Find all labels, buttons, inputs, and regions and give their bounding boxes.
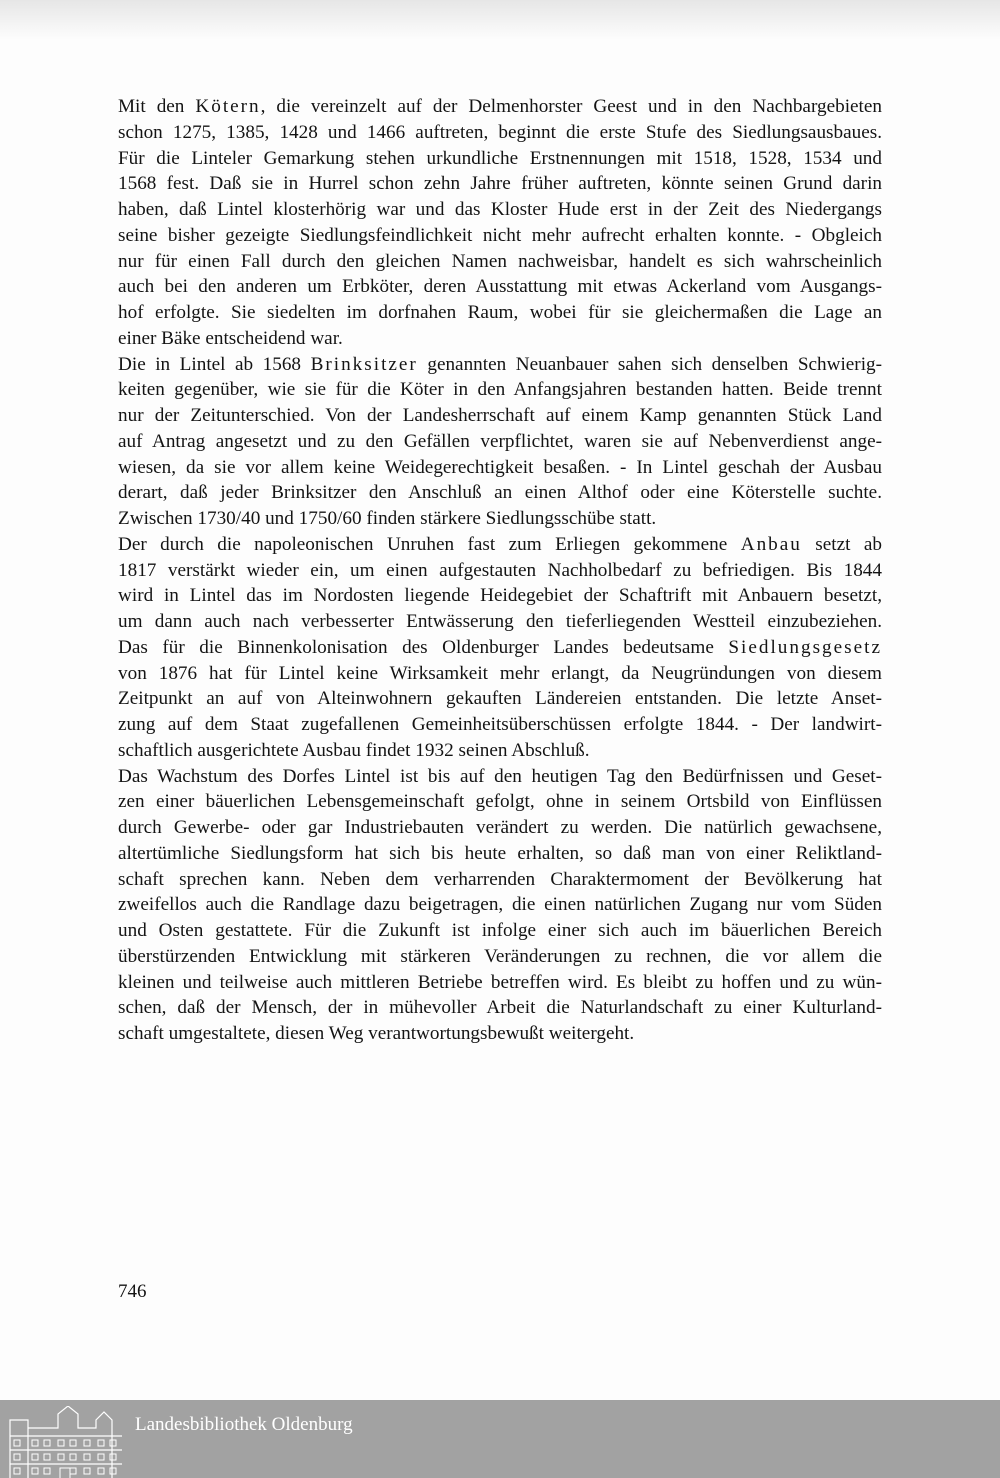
text-segment: Das für die Binnenkolonisation des Oldenburger Landes bedeutsame [118, 636, 729, 658]
text-line [118, 918, 882, 944]
text-line [118, 274, 882, 300]
text-segment: schaftlich ausgerichtete Ausbau findet 1932 seinen Abschluß. [118, 739, 590, 761]
text-line [118, 892, 882, 918]
paragraph [118, 352, 882, 532]
text-line [118, 377, 882, 403]
text-segment: nur für einen Fall durch den gleichen Namen nachweisbar, handelt es sich wahrscheinlich [118, 250, 882, 272]
paragraph [118, 532, 882, 764]
text-segment: wiesen, da sie vor allem keine Weidegerechtigkeit besaßen. - In Lintel geschah der Ausbau [118, 456, 882, 478]
text-segment: seine bisher gezeigte Siedlungsfeindlichkeit nicht mehr aufrecht erhalten konnte. - Obgleich [118, 224, 882, 246]
text-line [118, 249, 882, 275]
text-line [118, 171, 882, 197]
text-line [118, 223, 882, 249]
paragraph [118, 764, 882, 1047]
text-segment: durch Gewerbe- oder gar Industriebauten verändert zu werden. Die natürlich gewachsene, [118, 817, 882, 838]
text-segment: überstürzenden Entwicklung mit stärkeren Veränderungen zu rechnen, die vor allem die [118, 945, 882, 967]
text-segment: schen, daß der Mensch, der in mühevoller Arbeit die Naturlandschaft zu einer Kulturland- [118, 997, 882, 1019]
text-line [118, 197, 882, 223]
text-line [118, 867, 882, 893]
text-segment: kleinen und teilweise auch mittleren Betriebe betreffen wird. Es bleibt zu hoffen und zu wün- [118, 971, 882, 993]
text-segment: auch bei den anderen um Erbköter, deren Ausstattung mit etwas Ackerland vom Ausgangs- [118, 276, 882, 298]
text-line [118, 300, 882, 326]
text-segment: genannten Neuanbauer sahen sich denselben Schwierig- [417, 353, 883, 375]
scan-edge-shadow [0, 0, 1000, 40]
text-segment: wird in Lintel das im Nordosten liegende Heidegebiet der Schaftrift mit Anbauern besetzt, [118, 585, 882, 607]
text-segment: auf Antrag angesetzt und zu den Gefällen verpflichtet, waren sie auf Nebenverdienst ange- [118, 430, 882, 452]
text-segment: Das Wachstum des Dorfes Lintel ist bis auf den heutigen Tag den Bedürfnissen und Geset- [118, 765, 882, 787]
text-line [118, 686, 882, 712]
text-segment: Mit den [118, 96, 196, 117]
text-line [118, 995, 882, 1021]
text-line [118, 944, 882, 970]
text-line [118, 635, 882, 661]
text-line [118, 1021, 882, 1047]
text-segment: Für die Linteler Gemarkung stehen urkundliche Erstnennungen mit 1518, 1528, 1534 und [118, 147, 882, 169]
text-segment: und Osten gestattete. Für die Zukunft ist infolge einer sich auch im bäuerlichen Bereich [118, 920, 882, 941]
text-line [118, 609, 882, 635]
text-line [118, 815, 882, 841]
text-line [118, 403, 882, 429]
text-line [118, 455, 882, 481]
text-line [118, 738, 882, 764]
text-line [118, 661, 882, 687]
text-segment: , die vereinzelt auf der Delmenhorster Geest und in den Nachbargebieten [260, 96, 882, 117]
text-line [118, 841, 882, 867]
text-segment: Zeitpunkt an auf von Alteinwohnern gekauften Ländereien entstanden. Die letzte Anset- [118, 688, 882, 710]
text-line [118, 480, 882, 506]
text-line [118, 583, 882, 609]
paragraph [118, 94, 882, 352]
text-segment: zweifellos auch die Randlage dazu beigetragen, die einen natürlichen Zugang nur vom Süden [118, 894, 882, 916]
text-segment: Der durch die napoleonischen Unruhen fast zum Erliegen gekommene [118, 533, 741, 555]
text-segment: 1568 fest. Daß sie in Hurrel schon zehn Jahre früher auftreten, könnte seinen Grund darin [118, 173, 882, 195]
text-line [118, 558, 882, 584]
text-segment: Zwischen 1730/40 und 1750/60 finden stärkere Siedlungsschübe statt. [118, 508, 657, 529]
text-segment: derart, daß jeder Brinksitzer den Anschluß an einen Althof oder eine Köterstelle suchte. [118, 482, 882, 504]
body-text [118, 94, 882, 1047]
library-name: Landesbibliothek Oldenburg [135, 1414, 353, 1435]
text-segment: um dann auch nach verbesserter Entwässerung den tieferliegenden Westteil einzubeziehen. [118, 611, 882, 632]
text-segment: zen einer bäuerlichen Lebensgemeinschaft gefolgt, ohne in seinem Ortsbild von Einflüssen [118, 791, 882, 813]
text-line [118, 94, 882, 120]
text-segment: nur der Zeitunterschied. Von der Landesherrschaft auf einem Kamp genannten Stück Land [118, 405, 882, 426]
text-segment: Die in Lintel ab 1568 [118, 353, 311, 375]
text-line [118, 120, 882, 146]
text-line [118, 712, 882, 738]
text-segment: zung auf dem Staat zugefallenen Gemeinheitsüberschüssen erfolgte 1844. - Der landwirt- [118, 714, 882, 735]
text-segment: altertümliche Siedlungsform hat sich bis heute erhalten, so daß man von einer Reliktland- [118, 842, 882, 864]
library-building-icon [8, 1406, 122, 1478]
text-segment: einer Bäke entscheidend war. [118, 327, 343, 349]
page-number: 746 [118, 1281, 147, 1302]
text-segment: setzt ab [801, 533, 882, 555]
text-line [118, 506, 882, 532]
text-line [118, 970, 882, 996]
text-segment: hof erfolgte. Sie siedelten im dorfnahen Raum, wobei für sie gleichermaßen die Lage an [118, 302, 882, 323]
text-line [118, 352, 882, 378]
text-line [118, 789, 882, 815]
spaced-emphasis-term: Kötern [195, 96, 261, 117]
library-footer-banner [0, 1400, 1000, 1478]
text-line [118, 146, 882, 172]
spaced-emphasis-term: Anbau [740, 533, 802, 555]
text-segment: schaft sprechen kann. Neben dem verharrenden Charaktermoment der Bevölkerung hat [118, 868, 882, 890]
text-line [118, 764, 882, 790]
text-segment: von 1876 hat für Lintel keine Wirksamkeit mehr erlangt, da Neugründungen von diesem [118, 662, 882, 684]
text-line [118, 429, 882, 455]
text-segment: haben, daß Lintel klosterhörig war und das Kloster Hude erst in der Zeit des Niedergangs [118, 199, 882, 220]
spaced-emphasis-term: Brinksitzer [310, 353, 418, 375]
text-segment: keiten gegenüber, wie sie für die Köter in den Anfangsjahren bestanden hatten. Beide trennt [118, 379, 882, 401]
spaced-emphasis-term: Siedlungsgesetz [728, 636, 882, 658]
text-line [118, 326, 882, 352]
text-line [118, 532, 882, 558]
text-segment: 1817 verstärkt wieder ein, um einen aufgestauten Nachholbedarf zu befriedigen. Bis 1844 [118, 559, 882, 581]
text-segment: schon 1275, 1385, 1428 und 1466 auftreten, beginnt die erste Stufe des Siedlungsausbaues. [118, 121, 882, 143]
text-segment: schaft umgestaltete, diesen Weg verantwortungsbewußt weitergeht. [118, 1023, 635, 1044]
